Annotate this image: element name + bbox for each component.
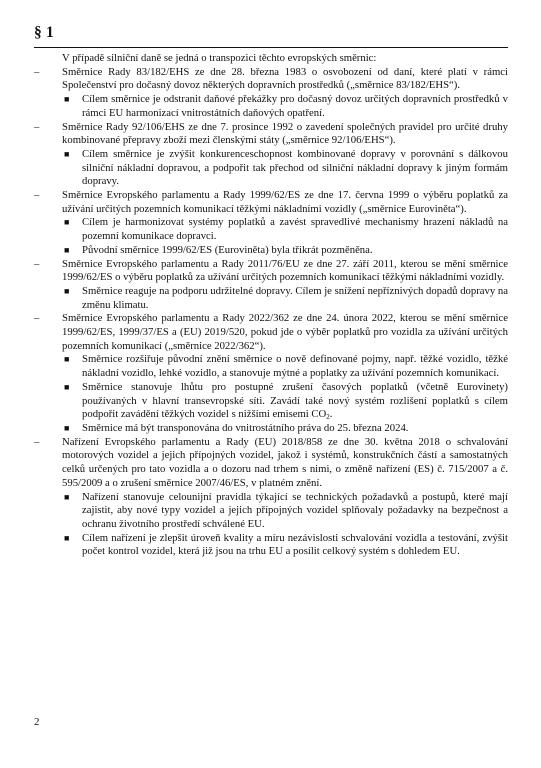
dash-marker: – bbox=[34, 312, 40, 325]
item-text: Směrnice Rady 83/182/EHS ze dne 28. března 1983 o osvobození od daní, které platí v rámci Společenství pro dočasný dovoz některých dopravních prostředků („směrnice 83/182/EHS“). bbox=[62, 65, 508, 92]
list-item bbox=[34, 436, 508, 559]
bullet-text: Směrnice reaguje na podporu udržitelné dopravy. Cílem je snížení nepříznivých dopadů dopravy na změnu klimatu. bbox=[82, 284, 508, 311]
bullet-text: Cílem nařízení je zlepšit úroveň kvality a míru nezávislosti schvalování vozidla a testování, zvýšit počet kontrol vozidel, která již jsou na trhu EU a posílit celkový systém s dohledem EU. bbox=[82, 531, 508, 558]
dash-marker: – bbox=[34, 120, 40, 133]
bullet-text: Nařízení stanovuje celounijní pravidla týkající se technických požadavků a postupů, které mají zajistit, aby nové typy vozidel a jejich přípojných vozidel splňovaly požadavky na bezpečnost a ochranu životního prostředí schválené EU. bbox=[82, 490, 508, 530]
page-number: 2 bbox=[34, 716, 40, 728]
item-text: Směrnice Evropského parlamentu a Rady 2011/76/EU ze dne 27. září 2011, kterou se mění směrnice 1999/62/ES o výběru poplatků za užívání určitých pozemních komunikací těžkými nákladními vozidly. bbox=[62, 257, 508, 284]
bullet-marker: ■ bbox=[64, 285, 70, 296]
section-content bbox=[34, 52, 508, 559]
item-text: Směrnice Evropského parlamentu a Rady 1999/62/ES ze dne 17. června 1999 o výběru poplatků za užívání určitých pozemních komunikací těžkými nákladními vozidly („směrnice Eurovinětа“). bbox=[62, 189, 508, 215]
intro-paragraph: V případě silniční daně se jedná o transpozici těchto evropských směrnic: bbox=[62, 52, 377, 64]
list-item bbox=[34, 121, 508, 190]
list-item bbox=[34, 66, 508, 121]
list-item bbox=[34, 258, 508, 313]
heading-rule bbox=[34, 47, 508, 48]
dash-marker: – bbox=[34, 189, 40, 202]
bullet-text: Cílem směrnice je zvýšit konkurenceschopnost kombinované dopravy v porovnání s dálkovou silniční nákladní dopravou, a podpořit tak přechod od silniční nákladní dopravy k jiným formám dopravy. bbox=[82, 147, 508, 188]
bullet-marker: ■ bbox=[64, 381, 70, 392]
item-text: Směrnice Rady 92/106/EHS ze dne 7. prosince 1992 o zavedení společných pravidel pro určité druhy kombinované přepravy zboží mezi členskými státy („směrnice 92/106/EHS“). bbox=[62, 120, 508, 147]
bullet-marker: ■ bbox=[64, 422, 70, 433]
bullet-marker: ■ bbox=[64, 217, 70, 228]
bullet-marker: ■ bbox=[64, 354, 70, 365]
bullet-marker: ■ bbox=[64, 491, 70, 502]
bullet-text: Směrnice má být transponována do vnitrostátního práva do 25. března 2024. bbox=[82, 421, 409, 434]
dash-marker: – bbox=[34, 257, 40, 270]
dash-marker: – bbox=[34, 65, 40, 78]
bullet-text: Cílem je harmonizovat systémy poplatků a zavést spravedlivé mechanismy hrazení nákladů na pozemní komunikace dopravci. bbox=[82, 216, 508, 243]
bullet-text: Původní směrnice 1999/62/ES (Euroviněta) byla třikrát pozměněna. bbox=[82, 243, 373, 256]
co2-subscript: 2 bbox=[326, 413, 330, 422]
section-heading: § 1 bbox=[34, 24, 54, 41]
co2-suffix: . bbox=[329, 408, 333, 421]
list-item bbox=[34, 312, 508, 435]
bullet-text: Směrnice stanovuje lhůtu pro postupné zrušení časových poplatků (včetně Eurovinety) používaných v hlavní transevropské síti. Zavádí také nový systém rozlišení poplatků s cílem podpořit zavádění těžkých vozidel s nižšími emisemi CO bbox=[82, 380, 508, 421]
bullet-text: Cílem směrnice je odstranit daňové překážky pro dočasný dovoz určitých dopravních prostředků v rámci EU harmonizací vnitrostátních daňových opatření. bbox=[82, 93, 508, 119]
bullet-marker: ■ bbox=[64, 532, 70, 543]
dash-marker: – bbox=[34, 435, 40, 448]
bullet-marker: ■ bbox=[64, 94, 70, 105]
bullet-marker: ■ bbox=[64, 244, 70, 255]
item-text: Směrnice Evropského parlamentu a Rady 2022/362 ze dne 24. února 2022, kterou se mění směrnice 1999/62/ES, 1999/37/ES a (EU) 2019/520, pokud jde o výběr poplatků pro vozidla za užívání určitých pozemních komunikací („směrnice 2022/362“). bbox=[62, 312, 508, 352]
list-item bbox=[34, 189, 508, 258]
item-text: Nařízení Evropského parlamentu a Rady (EU) 2018/858 ze dne 30. května 2018 o schvalování motorových vozidel a jejich přípojných vozidel, jakož i systémů, konstrukčních částí a samostatných celků určených pro tato vozidla a o dozoru nad trhem s nimi, o změně nařízení (ES) č. 715/2007 a č. 595/2009 a o zrušení směrnice 2007/46/ES, v platném znění. bbox=[62, 435, 508, 489]
bullet-text: Směrnice rozšiřuje původní znění směrnice o nově definované pojmy, např. těžké vozidlo, těžké nákladní vozidlo, lehké vozidlo, a stanovuje mýtné a poplatky za užívání pozemních komunikací. bbox=[82, 353, 508, 380]
bullet-marker: ■ bbox=[64, 148, 70, 159]
